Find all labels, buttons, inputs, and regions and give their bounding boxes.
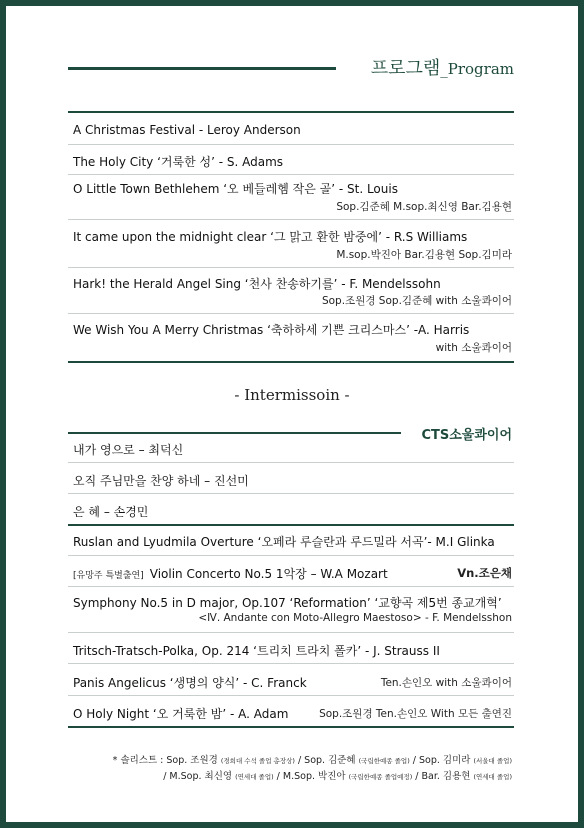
- program-item-title: Ruslan and Lyudmila Overture ‘오페라 루슬란과 루드밀라 서곡’- M.I Glinka: [73, 535, 495, 549]
- choir-label: CTS소울콰이어: [421, 428, 512, 443]
- divider: [68, 462, 514, 463]
- soloist-note: (국립한예종 졸업예정): [348, 773, 413, 781]
- program-item-performers: Sop.조원경 Sop.김준혜 with 소울콰이어: [321, 295, 512, 307]
- soloist-note: (국립한예종 졸업): [358, 757, 410, 765]
- soloist-text: / Sop. 김준혜: [294, 755, 359, 766]
- header-rule: [68, 67, 336, 70]
- program-item-title: O Holy Night ‘오 거룩한 밤’ - A. Adam: [73, 707, 289, 721]
- program-item-title: Hark! the Herald Angel Sing ‘천사 찬송하기를’ - F. Mendelssohn: [73, 277, 441, 291]
- program-item-title: The Holy City ‘거룩한 성’ - S. Adams: [73, 155, 284, 169]
- program-item-performers: Vn.조은채: [457, 566, 512, 580]
- program-item-title: Tritsch-Tratsch-Polka, Op. 214 ‘트리치 트라치 폴카’ - J. Strauss II: [73, 644, 440, 658]
- divider: [68, 555, 514, 556]
- divider: [68, 695, 514, 696]
- program-item-title: Violin Concerto No.5 1악장 – W.A Mozart: [149, 567, 388, 581]
- program-item-performers: Sop.김준혜 M.sop.최신영 Bar.김용현: [336, 201, 512, 213]
- soloist-note: (연세대 졸업): [473, 773, 512, 781]
- choir-item: 내가 영으로 – 최덕신: [73, 443, 184, 457]
- page-title: [371, 54, 514, 80]
- title-korean: 프로그램: [370, 58, 441, 79]
- divider: [68, 144, 514, 145]
- divider: [68, 174, 514, 175]
- soloist-text: / M.Sop. 박진아: [273, 771, 349, 782]
- section-rule-top: [68, 111, 514, 113]
- program-item-title: We Wish You A Merry Christmas ‘축하하세 기쁜 크리스마스’ -A. Harris: [73, 323, 470, 337]
- program-item-title: A Christmas Festival - Leroy Anderson: [73, 123, 301, 137]
- choir-item: 오직 주님만을 찬양 하네 – 진선미: [73, 474, 249, 488]
- program-item-performers: Ten.손인오 with 소울콰이어: [380, 677, 512, 689]
- program-item-title: Panis Angelicus ‘생명의 양식’ - C. Franck: [73, 676, 307, 690]
- program-item-title: It came upon the midnight clear ‘그 맑고 환한 밤중에’ - R.S Williams: [73, 230, 468, 244]
- program-item-performers: M.sop.박진아 Bar.김용현 Sop.김미라: [336, 249, 512, 261]
- soloist-text: / Bar. 김용현: [412, 771, 474, 782]
- soloist-note: (연세대 졸업): [235, 773, 274, 781]
- soloists-note-line1: [113, 752, 512, 766]
- section-rule-bottom: [68, 361, 514, 363]
- section-rule-bottom: [68, 726, 514, 728]
- divider: [68, 267, 514, 268]
- section-rule: [68, 524, 514, 526]
- intermission-heading: - Intermissoin -: [234, 386, 350, 404]
- program-item-violin: [73, 565, 388, 582]
- divider: [68, 493, 514, 494]
- divider: [68, 663, 514, 664]
- program-item-title: O Little Town Bethlehem ‘오 베들레헴 작은 골’ - St. Louis: [73, 182, 398, 196]
- soloists-note-line2: [163, 768, 512, 782]
- soloist-note: (경희대 수석 졸업 총장상): [220, 757, 295, 765]
- divider: [68, 313, 514, 314]
- soloist-text: / Sop. 김미라: [409, 755, 474, 766]
- choir-rule: [68, 432, 401, 434]
- program-item-performers: Sop.조원경 Ten.손인오 With 모든 출연진: [319, 708, 512, 720]
- program-item-subtitle: <Ⅳ. Andante con Moto-Allegro Maestoso> - F. Mendelsshon: [198, 612, 512, 624]
- divider: [68, 219, 514, 220]
- program-header: [68, 52, 514, 84]
- divider: [68, 632, 514, 633]
- special-guest-tag: [유망주 특별출연]: [73, 571, 144, 581]
- soloist-note: (서울대 졸업): [473, 757, 512, 765]
- choir-item: 은 혜 – 손경민: [73, 505, 149, 519]
- title-english: _Program: [440, 60, 514, 78]
- program-item-title: Symphony No.5 in D major, Op.107 ‘Reformation’ ‘교향곡 제5번 종교개혁’: [73, 596, 502, 610]
- program-item-performers: with 소울콰이어: [435, 342, 512, 354]
- divider: [68, 586, 514, 587]
- soloist-text: / M.Sop. 최신영: [163, 771, 236, 782]
- soloist-text: * 솔리스트 : Sop. 조원경: [112, 755, 221, 766]
